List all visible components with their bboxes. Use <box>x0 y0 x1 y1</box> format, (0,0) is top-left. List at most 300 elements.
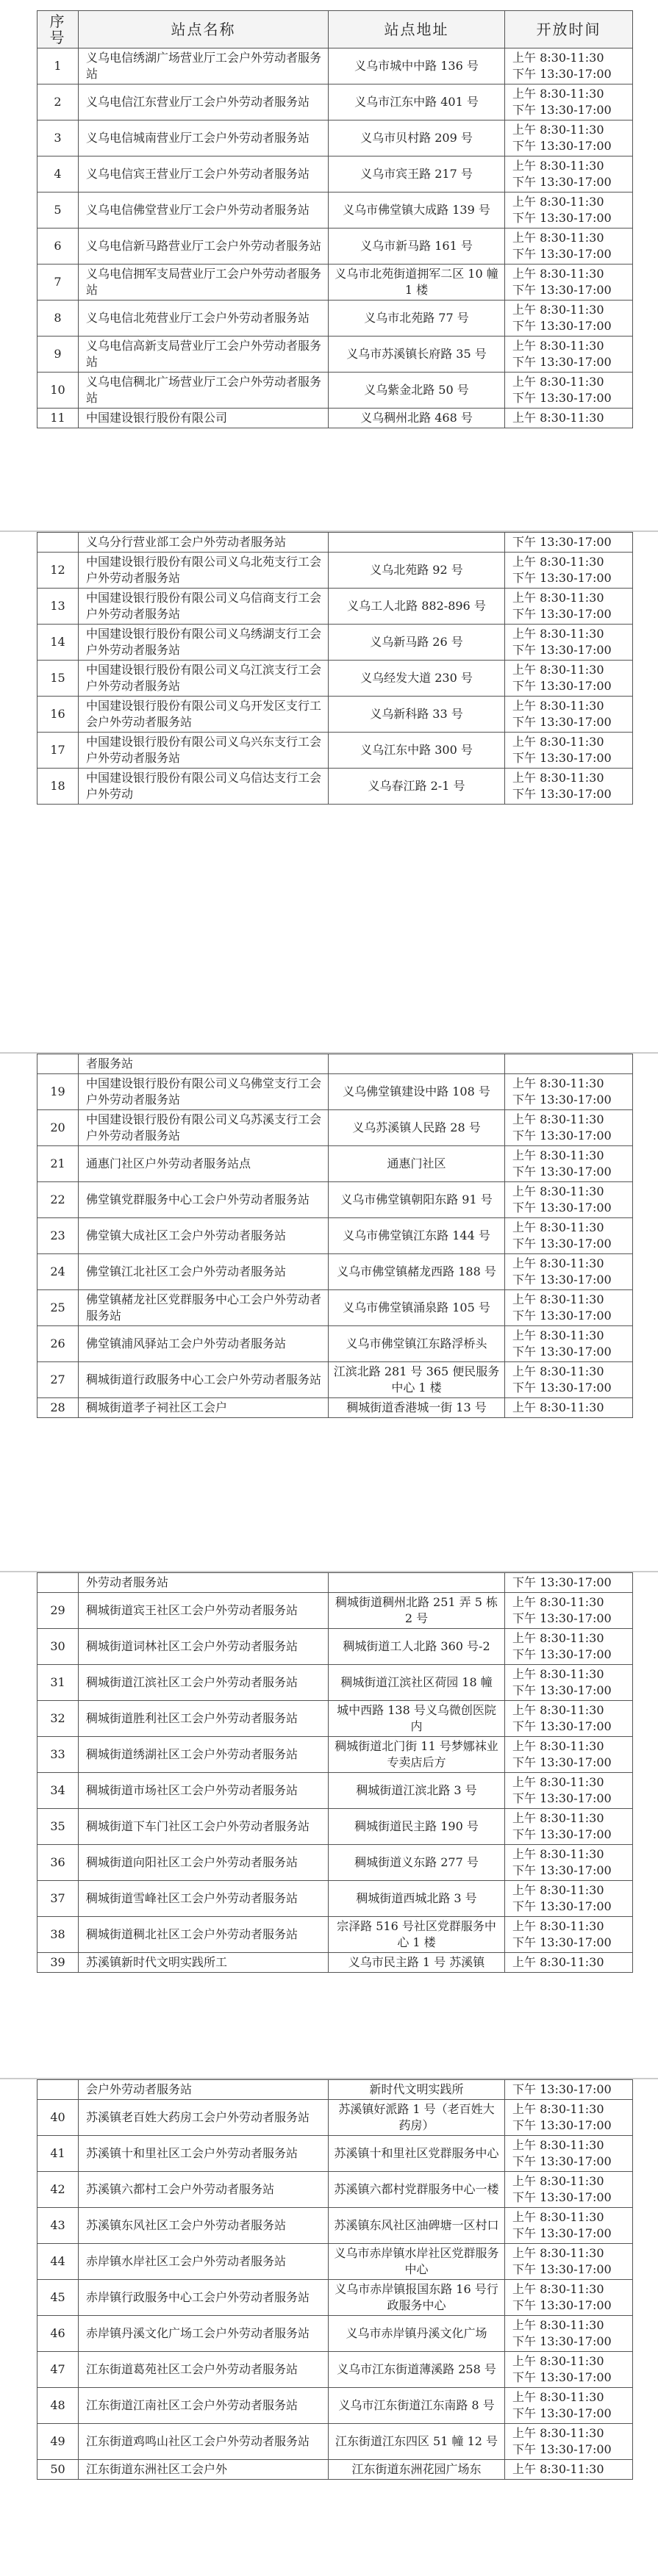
table-row <box>37 2280 633 2316</box>
hours-afternoon: 下午 13:30-17:00 <box>512 283 612 297</box>
opening-hours <box>505 2316 633 2352</box>
hours-afternoon: 下午 13:30-17:00 <box>512 2406 612 2420</box>
station-address: 城中西路 138 号义乌微创医院内 <box>329 1701 505 1737</box>
hours-afternoon: 下午 13:30-17:00 <box>512 751 612 765</box>
row-number: 16 <box>37 697 79 733</box>
row-number <box>37 1573 79 1593</box>
opening-hours <box>505 733 633 769</box>
station-name: 稠城街道宾王社区工会户外劳动者服务站 <box>79 1593 329 1629</box>
opening-hours <box>505 1362 633 1398</box>
station-address <box>329 1573 505 1593</box>
row-number: 1 <box>37 48 79 84</box>
hours-morning: 上午 8:30-11:30 <box>512 2426 604 2440</box>
opening-hours <box>505 661 633 697</box>
station-address <box>329 1054 505 1074</box>
station-name: 义乌电信宾王营业厅工会户外劳动者服务站 <box>79 156 329 193</box>
station-name: 义乌电信稠北广场营业厅工会户外劳动者服务站 <box>79 373 329 409</box>
station-address: 义乌市赤岸镇报国东路 16 号行政服务中心 <box>329 2280 505 2316</box>
hours-afternoon: 下午 13:30-17:00 <box>512 1647 612 1661</box>
station-address: 义乌市佛堂镇江东路 144 号 <box>329 1218 505 1254</box>
opening-hours <box>505 1737 633 1773</box>
hours-morning: 上午 8:30-11:30 <box>512 1364 604 1378</box>
hours-morning: 上午 8:30-11:30 <box>512 1739 604 1753</box>
opening-hours <box>505 625 633 661</box>
opening-hours <box>505 120 633 156</box>
hours-morning: 上午 8:30-11:30 <box>512 1811 604 1825</box>
station-address: 义乌市城中中路 136 号 <box>329 48 505 84</box>
table-body <box>37 48 633 428</box>
hours-morning: 上午 8:30-11:30 <box>512 2390 604 2404</box>
table-row <box>37 1773 633 1809</box>
station-address: 义乌紫金北路 50 号 <box>329 373 505 409</box>
table-row <box>37 1573 633 1593</box>
row-number: 35 <box>37 1809 79 1845</box>
opening-hours <box>505 265 633 301</box>
opening-hours <box>505 48 633 84</box>
table-row <box>37 697 633 733</box>
table-row <box>37 1074 633 1110</box>
row-number: 13 <box>37 589 79 625</box>
hours-afternoon: 下午 13:30-17:00 <box>512 1719 612 1733</box>
hours-morning: 上午 8:30-11:30 <box>512 1256 604 1270</box>
row-number: 5 <box>37 193 79 229</box>
hours-afternoon: 下午 13:30-17:00 <box>512 787 612 801</box>
station-address: 江东街道东洲花园广场东 <box>329 2460 505 2480</box>
station-name: 稠城街道绣湖社区工会户外劳动者服务站 <box>79 1737 329 1773</box>
opening-hours <box>505 2352 633 2388</box>
station-name: 稠城街道词林社区工会户外劳动者服务站 <box>79 1629 329 1665</box>
table-row <box>37 2244 633 2280</box>
station-address: 稠城街道民主路 190 号 <box>329 1809 505 1845</box>
row-number: 22 <box>37 1182 79 1218</box>
hours-afternoon: 下午 13:30-17:00 <box>512 1237 612 1251</box>
table-row <box>37 84 633 120</box>
station-name: 中国建设银行股份有限公司义乌苏溪支行工会户外劳动者服务站 <box>79 1110 329 1146</box>
hours-morning: 上午 8:30-11:30 <box>512 1847 604 1861</box>
opening-hours <box>505 697 633 733</box>
opening-hours <box>505 409 633 428</box>
station-address: 义乌工人北路 882-896 号 <box>329 589 505 625</box>
table-row <box>37 1326 633 1362</box>
hours-afternoon: 下午 13:30-17:00 <box>512 211 612 225</box>
table-row <box>37 1593 633 1629</box>
opening-hours <box>505 1254 633 1290</box>
station-name: 义乌电信新马路营业厅工会户外劳动者服务站 <box>79 229 329 265</box>
station-name: 稠城街道孝子祠社区工会户 <box>79 1398 329 1418</box>
station-name: 义乌电信拥军支局营业厅工会户外劳动者服务站 <box>79 265 329 301</box>
row-number: 8 <box>37 301 79 337</box>
hours-morning: 上午 8:30-11:30 <box>512 87 604 101</box>
station-name: 江东街道江南社区工会户外劳动者服务站 <box>79 2388 329 2424</box>
hours-morning: 上午 8:30-11:30 <box>512 1148 604 1162</box>
hours-afternoon: 下午 13:30-17:00 <box>512 139 612 153</box>
station-name: 佛堂镇大成社区工会户外劳动者服务站 <box>79 1218 329 1254</box>
station-address: 稠城街道江滨社区荷园 18 幢 <box>329 1665 505 1701</box>
station-name: 江东街道东洲社区工会户外 <box>79 2460 329 2480</box>
station-name: 中国建设银行股份有限公司义乌兴东支行工会户外劳动者服务站 <box>79 733 329 769</box>
opening-hours <box>505 1773 633 1809</box>
row-number: 44 <box>37 2244 79 2280</box>
opening-hours <box>505 2100 633 2136</box>
station-address: 苏溪镇东风社区油碑塘一区村口 <box>329 2208 505 2244</box>
row-number: 15 <box>37 661 79 697</box>
station-name: 义乌分行营业部工会户外劳动者服务站 <box>79 533 329 553</box>
hours-afternoon: 下午 13:30-17:00 <box>512 319 612 333</box>
table-row <box>37 2080 633 2100</box>
opening-hours <box>505 2424 633 2460</box>
table-row <box>37 156 633 193</box>
table-row <box>37 1398 633 1418</box>
table-row <box>37 1737 633 1773</box>
hours-morning: 上午 8:30-11:30 <box>512 2318 604 2332</box>
hours-morning: 上午 8:30-11:30 <box>512 1184 604 1198</box>
hours-afternoon: 下午 13:30-17:00 <box>512 1863 612 1877</box>
opening-hours <box>505 1881 633 1917</box>
hours-morning: 上午 8:30-11:30 <box>512 1595 604 1609</box>
hours-afternoon: 下午 13:30-17:00 <box>512 535 612 549</box>
hours-morning: 上午 8:30-11:30 <box>512 375 604 389</box>
opening-hours <box>505 84 633 120</box>
table-row <box>37 373 633 409</box>
hours-afternoon: 下午 13:30-17:00 <box>512 607 612 621</box>
opening-hours <box>505 1573 633 1593</box>
row-number: 14 <box>37 625 79 661</box>
station-name: 义乌电信城南营业厅工会户外劳动者服务站 <box>79 120 329 156</box>
opening-hours <box>505 1953 633 1973</box>
hours-morning: 上午 8:30-11:30 <box>512 411 604 425</box>
station-name: 中国建设银行股份有限公司义乌开发区支行工会户外劳动者服务站 <box>79 697 329 733</box>
table-row <box>37 2100 633 2136</box>
station-address: 稠城街道北门街 11 号梦娜袜业专卖店后方 <box>329 1737 505 1773</box>
hours-afternoon: 下午 13:30-17:00 <box>512 175 612 189</box>
station-name: 赤岸镇丹溪文化广场工会户外劳动者服务站 <box>79 2316 329 2352</box>
station-name: 稠城街道下车门社区工会户外劳动者服务站 <box>79 1809 329 1845</box>
row-number: 12 <box>37 553 79 589</box>
row-number: 38 <box>37 1917 79 1953</box>
row-number: 50 <box>37 2460 79 2480</box>
row-number: 21 <box>37 1146 79 1182</box>
opening-hours <box>505 229 633 265</box>
station-address: 义乌市江东中路 401 号 <box>329 84 505 120</box>
row-number: 26 <box>37 1326 79 1362</box>
hours-morning: 上午 8:30-11:30 <box>512 663 604 677</box>
table-row <box>37 625 633 661</box>
table-row <box>37 1665 633 1701</box>
table-row <box>37 1629 633 1665</box>
table-row <box>37 1917 633 1953</box>
station-name: 佛堂镇江北社区工会户外劳动者服务站 <box>79 1254 329 1290</box>
row-number: 33 <box>37 1737 79 1773</box>
row-number: 47 <box>37 2352 79 2388</box>
station-name: 稠城街道市场社区工会户外劳动者服务站 <box>79 1773 329 1809</box>
station-name: 中国建设银行股份有限公司 <box>79 409 329 428</box>
table-segment-1 <box>37 10 632 428</box>
row-number: 4 <box>37 156 79 193</box>
table-row <box>37 2352 633 2388</box>
row-number: 31 <box>37 1665 79 1701</box>
hours-afternoon: 下午 13:30-17:00 <box>512 715 612 729</box>
hours-afternoon: 下午 13:30-17:00 <box>512 571 612 585</box>
station-name: 佛堂镇赭龙社区党群服务中心工会户外劳动者服务站 <box>79 1290 329 1326</box>
hours-morning: 上午 8:30-11:30 <box>512 339 604 353</box>
table-row <box>37 1290 633 1326</box>
station-name: 江东街道葛苑社区工会户外劳动者服务站 <box>79 2352 329 2388</box>
station-address: 义乌苏溪镇人民路 28 号 <box>329 1110 505 1146</box>
hours-morning: 上午 8:30-11:30 <box>512 1292 604 1306</box>
hours-afternoon: 下午 13:30-17:00 <box>512 1129 612 1143</box>
opening-hours <box>505 2280 633 2316</box>
row-number: 25 <box>37 1290 79 1326</box>
table-row <box>37 1845 633 1881</box>
opening-hours <box>505 193 633 229</box>
table-row <box>37 301 633 337</box>
station-address: 义乌市江东街道江东南路 8 号 <box>329 2388 505 2424</box>
table-row <box>37 2172 633 2208</box>
table-row <box>37 1218 633 1254</box>
opening-hours <box>505 1218 633 1254</box>
station-address: 义乌新科路 33 号 <box>329 697 505 733</box>
station-address <box>329 533 505 553</box>
opening-hours <box>505 337 633 373</box>
station-address: 义乌北苑路 92 号 <box>329 553 505 589</box>
station-address: 苏溪镇十和里社区党群服务中心 <box>329 2136 505 2172</box>
station-name: 佛堂镇浦风驿站工会户外劳动者服务站 <box>79 1326 329 1362</box>
row-number: 34 <box>37 1773 79 1809</box>
station-address: 义乌市民主路 1 号 苏溪镇 <box>329 1953 505 1973</box>
station-name: 中国建设银行股份有限公司义乌北苑支行工会户外劳动者服务站 <box>79 553 329 589</box>
station-name: 稠城街道胜利社区工会户外劳动者服务站 <box>79 1701 329 1737</box>
hours-morning: 上午 8:30-11:30 <box>512 51 604 65</box>
station-address: 苏溪镇好派路 1 号（老百姓大药房） <box>329 2100 505 2136</box>
opening-hours <box>505 2172 633 2208</box>
opening-hours <box>505 553 633 589</box>
hours-afternoon: 下午 13:30-17:00 <box>512 1309 612 1323</box>
station-address: 义乌市佛堂镇江东路浮桥头 <box>329 1326 505 1362</box>
row-number: 40 <box>37 2100 79 2136</box>
row-number: 17 <box>37 733 79 769</box>
table-row <box>37 661 633 697</box>
opening-hours <box>505 1074 633 1110</box>
station-name: 苏溪镇十和里社区工会户外劳动者服务站 <box>79 2136 329 2172</box>
table-body <box>37 1573 633 1973</box>
station-address: 稠城街道稠州北路 251 弄 5 栋 2 号 <box>329 1593 505 1629</box>
station-address: 义乌市北苑路 77 号 <box>329 301 505 337</box>
station-address: 义乌江东中路 300 号 <box>329 733 505 769</box>
table-row <box>37 48 633 84</box>
table-row <box>37 533 633 553</box>
opening-hours <box>505 533 633 553</box>
opening-hours <box>505 1054 633 1074</box>
hours-morning: 上午 8:30-11:30 <box>512 591 604 605</box>
table-row <box>37 409 633 428</box>
hours-afternoon: 下午 13:30-17:00 <box>512 2442 612 2456</box>
row-number: 46 <box>37 2316 79 2352</box>
station-address: 义乌市苏溪镇长府路 35 号 <box>329 337 505 373</box>
table-row <box>37 1809 633 1845</box>
table-row <box>37 193 633 229</box>
station-name: 稠城街道稠北社区工会户外劳动者服务站 <box>79 1917 329 1953</box>
hours-afternoon: 下午 13:30-17:00 <box>512 643 612 657</box>
table-row <box>37 1701 633 1737</box>
hours-morning: 上午 8:30-11:30 <box>512 267 604 281</box>
table-segment-5 <box>37 2079 632 2480</box>
station-name: 中国建设银行股份有限公司义乌信达支行工会户外劳动 <box>79 769 329 805</box>
opening-hours <box>505 2208 633 2244</box>
station-name: 赤岸镇水岸社区工会户外劳动者服务站 <box>79 2244 329 2280</box>
station-address: 江东街道江东四区 51 幢 12 号 <box>329 2424 505 2460</box>
station-address: 苏溪镇六都村党群服务中心一楼 <box>329 2172 505 2208</box>
station-name: 义乌电信佛堂营业厅工会户外劳动者服务站 <box>79 193 329 229</box>
station-name: 稠城街道江滨社区工会户外劳动者服务站 <box>79 1665 329 1701</box>
hours-afternoon: 下午 13:30-17:00 <box>512 2262 612 2276</box>
row-number: 27 <box>37 1362 79 1398</box>
header-hours: 开放时间 <box>505 11 633 48</box>
row-number: 49 <box>37 2424 79 2460</box>
station-address: 义乌佛堂镇建设中路 108 号 <box>329 1074 505 1110</box>
row-number: 2 <box>37 84 79 120</box>
station-name: 苏溪镇新时代文明实践所工 <box>79 1953 329 1973</box>
hours-morning: 上午 8:30-11:30 <box>512 1076 604 1090</box>
station-address: 义乌经发大道 230 号 <box>329 661 505 697</box>
row-number: 7 <box>37 265 79 301</box>
opening-hours <box>505 1593 633 1629</box>
hours-afternoon: 下午 13:30-17:00 <box>512 2082 612 2096</box>
row-number: 43 <box>37 2208 79 2244</box>
station-name: 苏溪镇老百姓大药房工会户外劳动者服务站 <box>79 2100 329 2136</box>
table-row <box>37 1881 633 1917</box>
station-address: 义乌市佛堂镇朝阳东路 91 号 <box>329 1182 505 1218</box>
table-segment-3 <box>37 1054 632 1418</box>
hours-morning: 上午 8:30-11:30 <box>512 1220 604 1234</box>
opening-hours <box>505 1146 633 1182</box>
stations-table <box>37 532 633 805</box>
hours-morning: 上午 8:30-11:30 <box>512 2210 604 2224</box>
opening-hours <box>505 1809 633 1845</box>
station-name: 稠城街道行政服务中心工会户外劳动者服务站 <box>79 1362 329 1398</box>
table-row <box>37 2316 633 2352</box>
hours-afternoon: 下午 13:30-17:00 <box>512 1575 612 1589</box>
row-number: 37 <box>37 1881 79 1917</box>
hours-afternoon: 下午 13:30-17:00 <box>512 1201 612 1215</box>
hours-afternoon: 下午 13:30-17:00 <box>512 1935 612 1949</box>
row-number: 48 <box>37 2388 79 2424</box>
station-name: 中国建设银行股份有限公司义乌信商支行工会户外劳动者服务站 <box>79 589 329 625</box>
table-row <box>37 733 633 769</box>
hours-afternoon: 下午 13:30-17:00 <box>512 2334 612 2348</box>
opening-hours <box>505 1665 633 1701</box>
station-address: 稠城街道西城北路 3 号 <box>329 1881 505 1917</box>
table-row <box>37 337 633 373</box>
station-name: 稠城街道雪峰社区工会户外劳动者服务站 <box>79 1881 329 1917</box>
hours-afternoon: 下午 13:30-17:00 <box>512 1381 612 1395</box>
table-row <box>37 589 633 625</box>
hours-morning: 上午 8:30-11:30 <box>512 1667 604 1681</box>
station-address: 新时代文明实践所 <box>329 2080 505 2100</box>
hours-morning: 上午 8:30-11:30 <box>512 699 604 713</box>
hours-afternoon: 下午 13:30-17:00 <box>512 1683 612 1697</box>
station-address: 稠城街道香港城一街 13 号 <box>329 1398 505 1418</box>
hours-morning: 上午 8:30-11:30 <box>512 195 604 209</box>
row-number: 39 <box>37 1953 79 1973</box>
hours-morning: 上午 8:30-11:30 <box>512 159 604 173</box>
hours-morning: 上午 8:30-11:30 <box>512 1703 604 1717</box>
station-address: 义乌市佛堂镇涌泉路 105 号 <box>329 1290 505 1326</box>
hours-morning: 上午 8:30-11:30 <box>512 2138 604 2152</box>
station-name: 中国建设银行股份有限公司义乌江滨支行工会户外劳动者服务站 <box>79 661 329 697</box>
hours-afternoon: 下午 13:30-17:00 <box>512 2154 612 2168</box>
table-row <box>37 553 633 589</box>
hours-afternoon: 下午 13:30-17:00 <box>512 1165 612 1179</box>
opening-hours <box>505 1845 633 1881</box>
row-number <box>37 2080 79 2100</box>
station-name: 外劳动者服务站 <box>79 1573 329 1593</box>
hours-morning: 上午 8:30-11:30 <box>512 771 604 785</box>
hours-morning: 上午 8:30-11:30 <box>512 627 604 641</box>
station-address: 义乌市北苑街道拥军二区 10 幢 1 楼 <box>329 265 505 301</box>
station-address: 义乌市佛堂镇赭龙西路 188 号 <box>329 1254 505 1290</box>
station-address: 义乌新马路 26 号 <box>329 625 505 661</box>
station-name: 者服务站 <box>79 1054 329 1074</box>
table-row <box>37 1054 633 1074</box>
table-body <box>37 1054 633 1418</box>
stations-table <box>37 1054 633 1418</box>
hours-afternoon: 下午 13:30-17:00 <box>512 2118 612 2132</box>
station-name: 苏溪镇六都村工会户外劳动者服务站 <box>79 2172 329 2208</box>
table-row <box>37 2424 633 2460</box>
table-body <box>37 2080 633 2480</box>
station-name: 中国建设银行股份有限公司义乌佛堂支行工会户外劳动者服务站 <box>79 1074 329 1110</box>
table-row <box>37 2388 633 2424</box>
stations-table <box>37 10 633 428</box>
row-number: 23 <box>37 1218 79 1254</box>
opening-hours <box>505 1326 633 1362</box>
opening-hours <box>505 156 633 193</box>
hours-afternoon: 下午 13:30-17:00 <box>512 1611 612 1625</box>
row-number <box>37 1054 79 1074</box>
station-address: 稠城街道江滨北路 3 号 <box>329 1773 505 1809</box>
table-row <box>37 2136 633 2172</box>
header-name: 站点名称 <box>79 11 329 48</box>
station-name: 稠城街道向阳社区工会户外劳动者服务站 <box>79 1845 329 1881</box>
stations-table <box>37 2079 633 2480</box>
hours-morning: 上午 8:30-11:30 <box>512 1112 604 1126</box>
station-address: 江滨北路 281 号 365 便民服务中心 1 楼 <box>329 1362 505 1398</box>
row-number: 41 <box>37 2136 79 2172</box>
row-number: 18 <box>37 769 79 805</box>
row-number: 32 <box>37 1701 79 1737</box>
opening-hours <box>505 1917 633 1953</box>
opening-hours <box>505 1398 633 1418</box>
row-number: 29 <box>37 1593 79 1629</box>
hours-morning: 上午 8:30-11:30 <box>512 1400 604 1414</box>
station-address: 义乌市宾王路 217 号 <box>329 156 505 193</box>
station-name: 江东街道鸡鸣山社区工会户外劳动者服务站 <box>79 2424 329 2460</box>
opening-hours <box>505 769 633 805</box>
station-address: 通惠门社区 <box>329 1146 505 1182</box>
station-address: 义乌市贝村路 209 号 <box>329 120 505 156</box>
table-row <box>37 1110 633 1146</box>
hours-afternoon: 下午 13:30-17:00 <box>512 2370 612 2384</box>
station-name: 义乌电信绣湖广场营业厅工会户外劳动者服务站 <box>79 48 329 84</box>
station-address: 义乌市赤岸镇水岸社区党群服务中心 <box>329 2244 505 2280</box>
table-row <box>37 2208 633 2244</box>
hours-morning: 上午 8:30-11:30 <box>512 1328 604 1342</box>
row-number: 19 <box>37 1074 79 1110</box>
row-number: 11 <box>37 409 79 428</box>
header-no: 序号 <box>37 11 79 48</box>
station-address: 义乌市佛堂镇大成路 139 号 <box>329 193 505 229</box>
row-number: 10 <box>37 373 79 409</box>
